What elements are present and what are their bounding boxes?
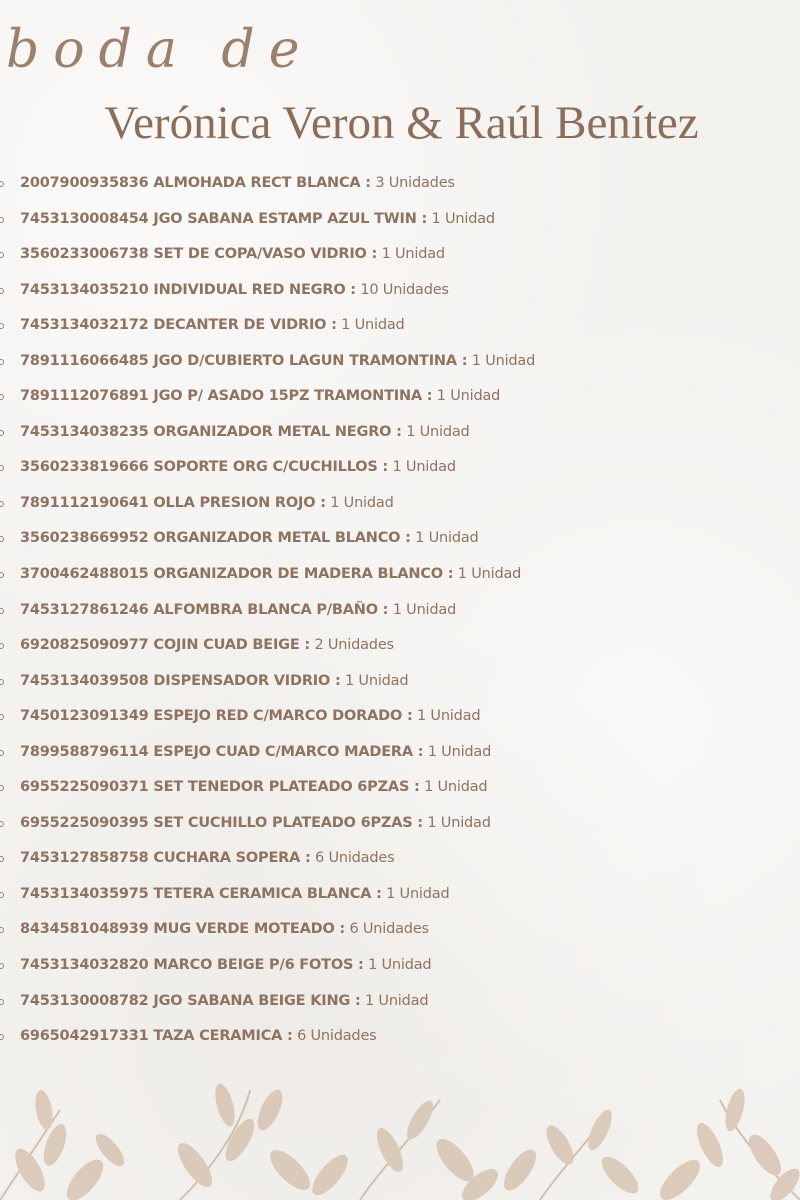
bullet-icon	[0, 643, 4, 649]
item-quantity: 1 Unidad	[415, 530, 479, 547]
item-quantity: 1 Unidad	[381, 246, 445, 263]
item-label: 7453127861246 ALFOMBRA BLANCA P/BAÑO :	[20, 601, 389, 618]
item-quantity: 10 Unidades	[360, 281, 449, 298]
list-item	[0, 913, 800, 949]
item-label: 3560233819666 SOPORTE ORG C/CUCHILLOS :	[20, 459, 389, 476]
item-label: 7453134032820 MARCO BEIGE P/6 FOTOS :	[20, 957, 364, 974]
item-label: 7453134038235 ORGANIZADOR METAL NEGRO :	[20, 423, 402, 440]
list-item	[0, 309, 800, 345]
item-label: 2007900935836 ALMOHADA RECT BLANCA :	[20, 175, 371, 191]
bullet-icon	[0, 608, 4, 614]
item-quantity: 6 Unidades	[315, 850, 395, 867]
bullet-icon	[0, 821, 4, 827]
item-label: 7899588796114 ESPEJO CUAD C/MARCO MADERA :	[20, 743, 424, 760]
item-quantity: 1 Unidad	[392, 459, 456, 476]
list-item	[0, 203, 800, 239]
item-label: 7453134032172 DECANTER DE VIDRIO :	[20, 317, 337, 334]
item-label: 6920825090977 COJIN CUAD BEIGE :	[20, 637, 311, 654]
gift-list	[0, 167, 800, 1056]
item-quantity: 1 Unidad	[471, 352, 536, 369]
item-quantity: 1 Unidad	[416, 708, 481, 725]
item-quantity: 1 Unidad	[386, 885, 450, 902]
item-label: 7453134039508 DISPENSADOR VIDRIO :	[20, 672, 341, 689]
item-label: 6965042917331 TAZA CERAMICA :	[20, 1028, 293, 1045]
item-quantity: 6 Unidades	[297, 1028, 377, 1045]
bullet-icon	[0, 999, 4, 1005]
list-item	[0, 700, 800, 736]
list-item	[0, 771, 800, 807]
bullet-icon	[0, 572, 4, 578]
bullet-icon	[0, 1034, 4, 1040]
item-quantity: 1 Unidad	[330, 494, 394, 511]
bullet-icon	[0, 927, 4, 933]
item-quantity: 1 Unidad	[392, 601, 457, 618]
item-quantity: 2 Unidades	[314, 637, 394, 654]
item-quantity: 1 Unidad	[345, 672, 409, 689]
leaf-branch-icon	[0, 1070, 800, 1200]
list-item	[0, 949, 800, 985]
bullet-icon	[0, 750, 4, 756]
item-quantity: 6 Unidades	[349, 921, 429, 938]
item-label: 3560238669952 ORGANIZADOR METAL BLANCO :	[20, 530, 411, 547]
bullet-icon	[0, 963, 4, 969]
script-title: boda de	[6, 20, 314, 80]
item-label: 8434581048939 MUG VERDE MOTEADO :	[20, 921, 346, 938]
bullet-icon	[0, 430, 4, 436]
bullet-icon	[0, 714, 4, 720]
item-label: 6955225090395 SET CUCHILLO PLATEADO 6PZAS :	[20, 814, 423, 831]
bullet-icon	[0, 465, 4, 471]
bullet-icon	[0, 785, 4, 791]
list-item	[0, 522, 800, 558]
list-item	[0, 487, 800, 523]
item-quantity: 3 Unidades	[375, 175, 455, 191]
bullet-icon	[0, 892, 4, 898]
item-quantity: 1 Unidad	[427, 743, 492, 760]
item-label: 3700462488015 ORGANIZADOR DE MADERA BLANCO :	[20, 566, 454, 583]
item-label: 6955225090371 SET TENEDOR PLATEADO 6PZAS :	[20, 779, 420, 796]
bullet-icon	[0, 359, 4, 365]
couple-names	[0, 96, 800, 150]
item-quantity: 1 Unidad	[431, 210, 495, 227]
couple-names-text: Verónica Veron & Raúl Benítez	[104, 97, 699, 149]
list-item	[0, 167, 800, 203]
bullet-icon	[0, 501, 4, 507]
list-item	[0, 238, 800, 274]
bullet-icon	[0, 323, 4, 329]
list-item	[0, 380, 800, 416]
list-item	[0, 451, 800, 487]
item-quantity: 1 Unidad	[364, 992, 429, 1009]
list-item	[0, 1020, 800, 1056]
list-item	[0, 736, 800, 772]
item-label: 7453130008454 JGO SABANA ESTAMP AZUL TWIN :	[20, 210, 428, 227]
item-label: 7891112076891 JGO P/ ASADO 15PZ TRAMONTINA :	[20, 388, 433, 405]
bullet-icon	[0, 679, 4, 685]
list-item	[0, 558, 800, 594]
item-quantity: 1 Unidad	[406, 423, 470, 440]
bullet-icon	[0, 536, 4, 542]
item-quantity: 1 Unidad	[424, 779, 488, 796]
item-label: 7891112190641 OLLA PRESION ROJO :	[20, 494, 326, 511]
list-item	[0, 878, 800, 914]
item-quantity: 1 Unidad	[368, 957, 432, 974]
list-item	[0, 807, 800, 843]
bullet-icon	[0, 856, 4, 862]
list-item	[0, 274, 800, 310]
bullet-icon	[0, 252, 4, 258]
list-item	[0, 416, 800, 452]
item-quantity: 1 Unidad	[427, 814, 491, 831]
item-label: 3560233006738 SET DE COPA/VASO VIDRIO :	[20, 246, 378, 263]
list-item	[0, 629, 800, 665]
item-label: 7891116066485 JGO D/CUBIERTO LAGUN TRAMONTINA :	[20, 352, 468, 369]
item-label: 7453134035975 TETERA CERAMICA BLANCA :	[20, 885, 382, 902]
item-label: 7453130008782 JGO SABANA BEIGE KING :	[20, 992, 361, 1009]
item-quantity: 1 Unidad	[341, 317, 405, 334]
bullet-icon	[0, 288, 4, 294]
list-item	[0, 665, 800, 701]
list-item	[0, 594, 800, 630]
item-label: 7453127858758 CUCHARA SOPERA :	[20, 850, 311, 867]
bullet-icon	[0, 394, 4, 400]
item-label: 7450123091349 ESPEJO RED C/MARCO DORADO :	[20, 708, 413, 725]
item-label: 7453134035210 INDIVIDUAL RED NEGRO :	[20, 281, 356, 298]
list-item	[0, 842, 800, 878]
bullet-icon	[0, 181, 4, 187]
list-item	[0, 345, 800, 381]
item-quantity: 1 Unidad	[436, 388, 501, 405]
list-item	[0, 985, 800, 1021]
bullet-icon	[0, 217, 4, 223]
item-quantity: 1 Unidad	[457, 566, 522, 583]
